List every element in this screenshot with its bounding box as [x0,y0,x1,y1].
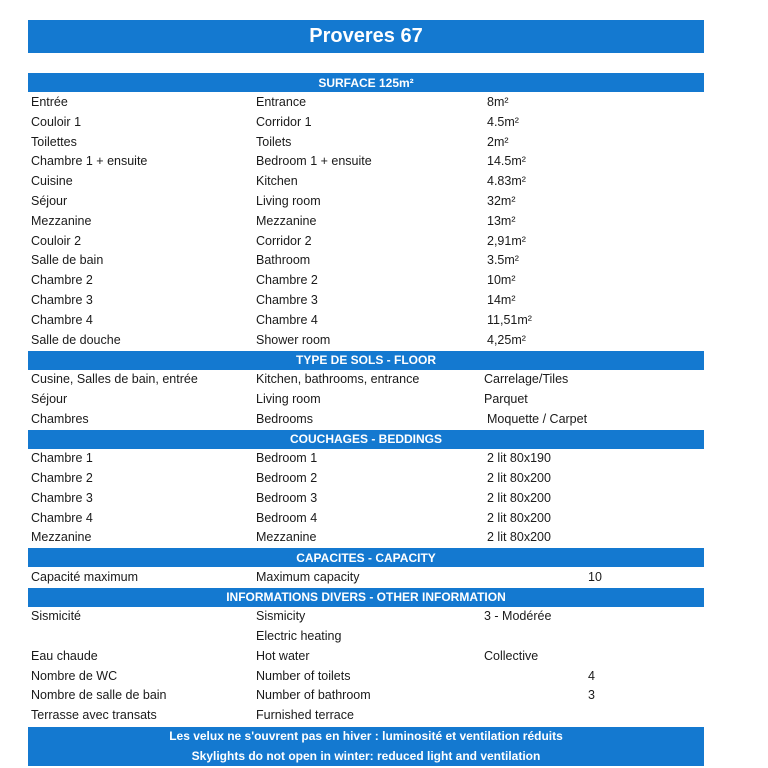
table-row [28,192,704,212]
cell-fr: Cusine, Salles de bain, entrée [31,372,198,387]
cell-en: Chambre 4 [256,312,318,327]
section-header-floor: TYPE DE SOLS - FLOOR [28,351,704,370]
table-row [28,311,704,331]
table-row [28,627,704,647]
cell-fr: Chambre 4 [31,312,93,327]
cell-value: Collective [484,648,539,663]
table-row [28,489,704,509]
cell-value: 11,51m² [487,312,532,327]
cell-fr: Chambre 2 [31,471,93,485]
cell-en: Mezzanine [256,213,317,228]
cell-en: Kitchen [256,174,298,189]
cell-fr: Entrée [31,95,68,109]
cell-value: 2m² [487,134,509,149]
cell-value: 2 lit 80x200 [487,510,551,525]
table-row [28,331,704,351]
cell-fr: Chambre 3 [31,293,93,307]
cell-fr: Terrasse avec transats [31,708,157,723]
cell-en: Bedroom 1 [256,451,318,466]
table-row [28,113,704,133]
cell-value: 4.5m² [487,114,519,129]
cell-en: Sismicity [256,609,306,624]
cell-en: Toilets [256,134,292,149]
table-row [28,93,704,113]
page-title: Proveres 67 [28,20,704,53]
cell-fr: Séjour [31,194,68,208]
section-header-beddings: COUCHAGES - BEDDINGS [28,430,704,449]
table-row [28,291,704,311]
table-row [28,390,704,410]
cell-fr: Salle de bain [31,253,104,268]
table-row [28,449,704,469]
cell-value: 2 lit 80x200 [487,471,551,485]
table-row [28,232,704,252]
cell-value: 4,25m² [487,332,526,347]
cell-en: Living room [256,194,321,208]
cell-value: 2 lit 80x200 [487,490,551,505]
cell-value: 8m² [487,95,509,109]
cell-fr: Nombre de salle de bain [31,688,167,703]
table-row [28,568,704,588]
cell-value: 4 [588,668,595,683]
cell-en: Bedroom 1 + ensuite [256,154,372,169]
cell-value: 3.5m² [487,253,519,268]
cell-en: Corridor 1 [256,114,312,129]
table-row [28,133,704,153]
table-row [28,271,704,291]
cell-en: Hot water [256,648,310,663]
cell-value: 3 - Modérée [484,609,552,624]
cell-en: Bedroom 4 [256,510,318,525]
cell-en: Electric heating [256,629,342,643]
cell-fr: Chambre 4 [31,510,93,525]
cell-en: Maximum capacity [256,569,360,584]
section-header-surface: SURFACE 125m² [28,73,704,92]
footer-note-fr: Les velux ne s'ouvrent pas en hiver : luminosité et ventilation réduits [169,729,563,743]
cell-value: 2 lit 80x190 [487,451,551,466]
cell-value: 3 [588,688,595,703]
cell-en: Entrance [256,95,307,109]
cell-value: 4.83m² [487,174,526,189]
cell-fr: Toilettes [31,134,77,149]
section-header-other: INFORMATIONS DIVERS - OTHER INFORMATION [28,588,704,607]
cell-fr: Sismicité [31,609,82,624]
cell-en: Number of toilets [256,668,351,683]
table-row [28,528,704,548]
cell-fr: Couloir 2 [31,233,82,248]
cell-fr: Séjour [31,392,68,406]
cell-fr: Salle de douche [31,332,121,347]
cell-value: Carrelage/Tiles [484,372,569,387]
table-row [28,509,704,529]
table-row [28,647,704,667]
cell-value: 32m² [487,194,516,208]
table-row [28,370,704,390]
table-row [28,686,704,706]
cell-fr: Chambre 2 [31,273,93,288]
cell-value: 14m² [487,293,516,307]
cell-fr: Eau chaude [31,648,98,663]
cell-fr: Mezzanine [31,213,92,228]
cell-en: Chambre 3 [256,293,318,307]
cell-en: Number of bathroom [256,688,371,703]
cell-value: 10 [588,569,602,584]
cell-fr: Cuisine [31,174,73,189]
table-row [28,212,704,232]
cell-en: Living room [256,392,321,406]
footer-note [28,727,704,766]
cell-fr: Chambre 3 [31,490,93,505]
cell-en: Mezzanine [256,530,317,545]
table-row [28,667,704,687]
cell-fr: Couloir 1 [31,114,82,129]
cell-en: Corridor 2 [256,233,312,248]
cell-fr: Nombre de WC [31,668,118,683]
table-row [28,706,704,726]
table-row [28,469,704,489]
table-row [28,172,704,192]
cell-en: Bathroom [256,253,311,268]
cell-value: Moquette / Carpet [487,411,588,426]
cell-en: Bedroom 3 [256,490,318,505]
cell-en: Kitchen, bathrooms, entrance [256,372,420,387]
table-row [28,251,704,271]
cell-fr: Mezzanine [31,530,92,545]
cell-en: Chambre 2 [256,273,318,288]
cell-value: 2,91m² [487,233,526,248]
cell-value: Parquet [484,392,528,406]
cell-fr: Capacité maximum [31,569,138,584]
cell-en: Bedrooms [256,411,313,426]
cell-fr: Chambre 1 [31,451,93,466]
footer-note-en: Skylights do not open in winter: reduced light and ventilation [191,748,541,763]
cell-fr: Chambres [31,411,89,426]
table-row [28,607,704,627]
cell-en: Furnished terrace [256,708,354,723]
cell-value: 14.5m² [487,154,526,169]
cell-value: 2 lit 80x200 [487,530,551,545]
cell-en: Shower room [256,332,331,347]
cell-value: 13m² [487,213,516,228]
cell-fr: Chambre 1 + ensuite [31,154,148,169]
cell-value: 10m² [487,273,516,288]
table-row [28,410,704,430]
table-row [28,152,704,172]
cell-en: Bedroom 2 [256,471,318,485]
section-header-capacity: CAPACITES - CAPACITY [28,548,704,567]
